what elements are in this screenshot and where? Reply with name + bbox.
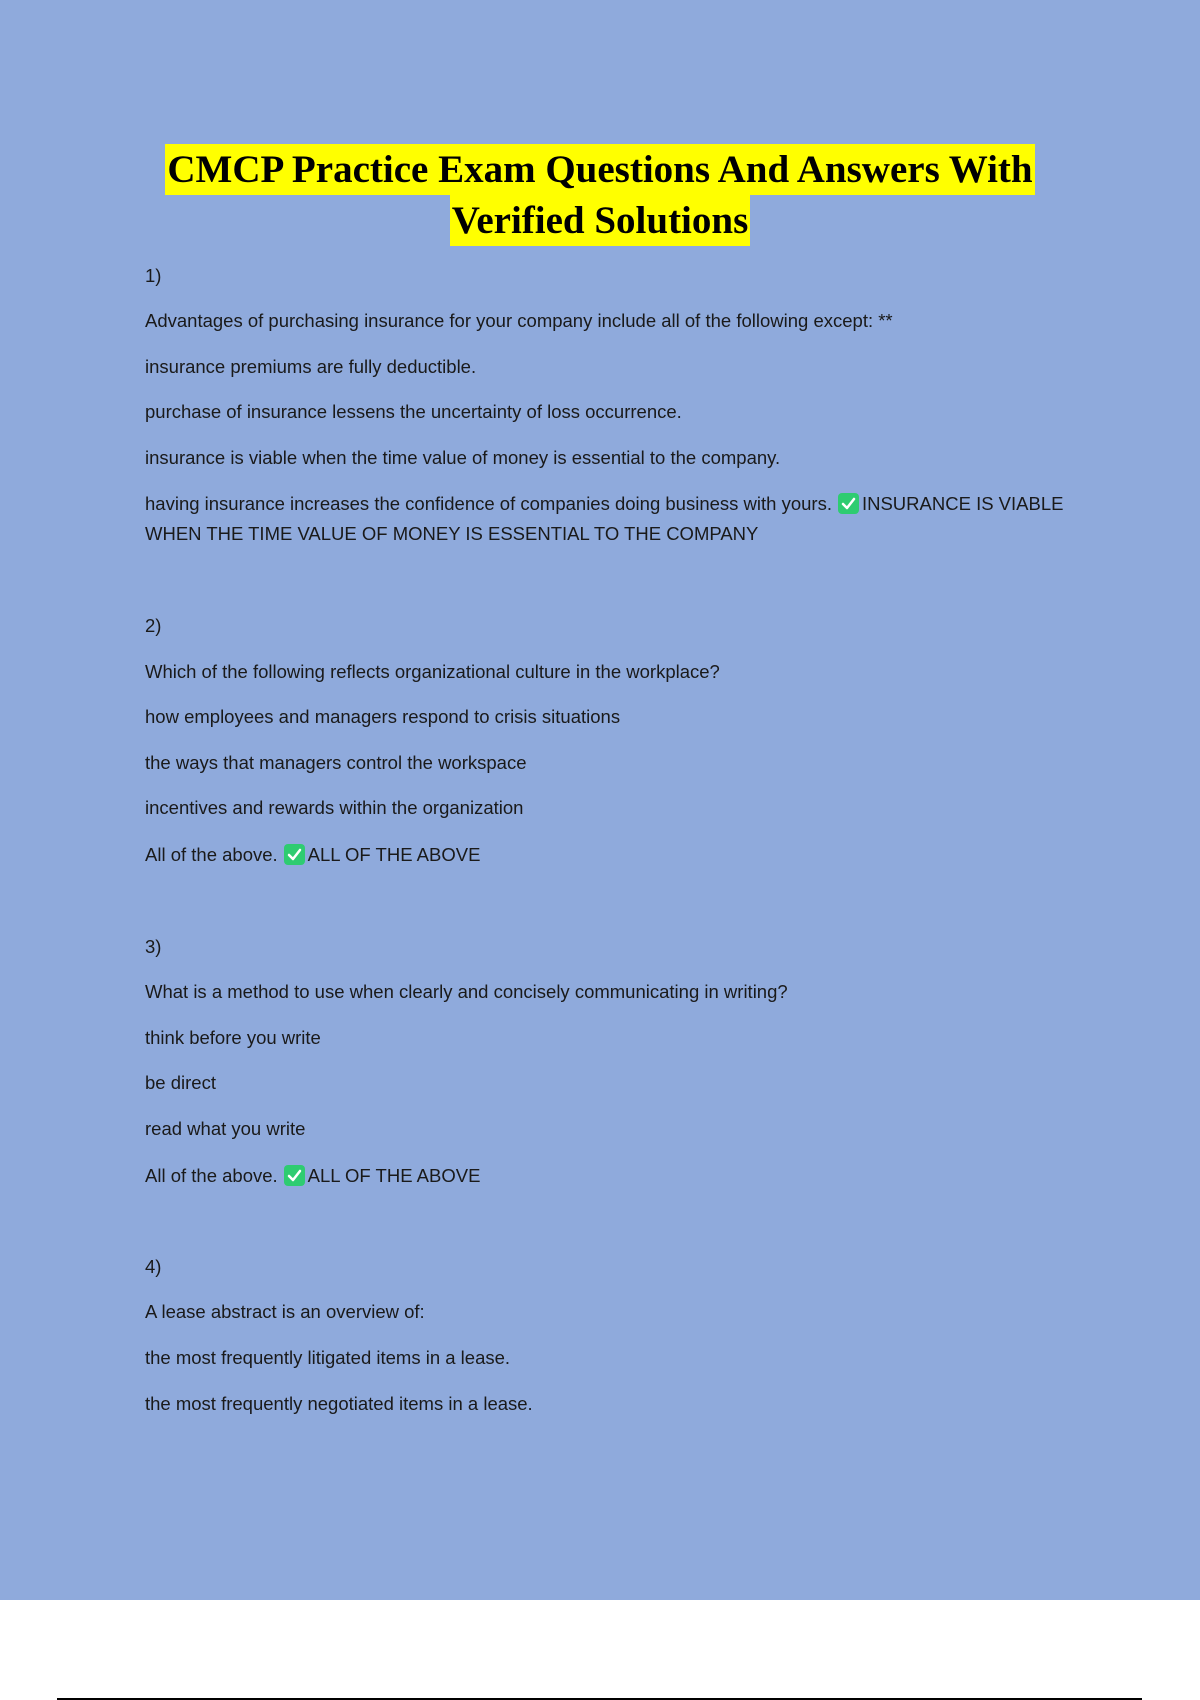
answer-option: insurance is viable when the time value of money is essential to the company. xyxy=(145,447,781,468)
answer-option: incentives and rewards within the organization xyxy=(145,797,524,818)
question-text: Which of the following reflects organizational culture in the workplace? xyxy=(145,661,720,682)
title-line-1: CMCP Practice Exam Questions And Answers With xyxy=(165,144,1034,195)
answer-option: All of the above. xyxy=(145,844,278,865)
answer-option-with-solution xyxy=(145,843,480,867)
answer-option: think before you write xyxy=(145,1027,321,1048)
answer-option: having insurance increases the confidence of companies doing business with yours. xyxy=(145,493,832,514)
question-text: A lease abstract is an overview of: xyxy=(145,1301,425,1322)
verified-answer: ALL OF THE ABOVE xyxy=(307,844,481,865)
answer-option: read what you write xyxy=(145,1118,306,1139)
answer-option: the most frequently negotiated items in a lease. xyxy=(145,1393,533,1414)
verified-answer: INSURANCE IS VIABLE WHEN THE TIME VALUE OF MONEY IS ESSENTIAL TO THE COMPANY xyxy=(145,493,1064,544)
question-number: 4) xyxy=(145,1256,162,1277)
answer-option: purchase of insurance lessens the uncertainty of loss occurrence. xyxy=(145,401,682,422)
question-number: 1) xyxy=(145,265,162,286)
answer-option: All of the above. xyxy=(145,1165,278,1186)
check-mark-icon xyxy=(284,1165,305,1186)
page-title xyxy=(0,144,1200,246)
question-text: Advantages of purchasing insurance for your company include all of the following except: ** xyxy=(145,310,893,331)
verified-answer: ALL OF THE ABOVE xyxy=(307,1165,481,1186)
answer-option-with-solution xyxy=(145,1164,480,1188)
question-number: 2) xyxy=(145,615,162,636)
answer-option: insurance premiums are fully deductible. xyxy=(145,356,477,377)
title-line-2: Verified Solutions xyxy=(450,195,751,246)
check-mark-icon xyxy=(284,844,305,865)
question-text: What is a method to use when clearly and concisely communicating in writing? xyxy=(145,981,788,1002)
answer-option: how employees and managers respond to crisis situations xyxy=(145,706,621,727)
answer-option-with-solution xyxy=(145,489,1085,549)
answer-option: the ways that managers control the workspace xyxy=(145,752,527,773)
answer-option: the most frequently litigated items in a lease. xyxy=(145,1347,511,1368)
check-mark-icon xyxy=(838,493,859,514)
answer-option: be direct xyxy=(145,1072,216,1093)
question-number: 3) xyxy=(145,936,162,957)
